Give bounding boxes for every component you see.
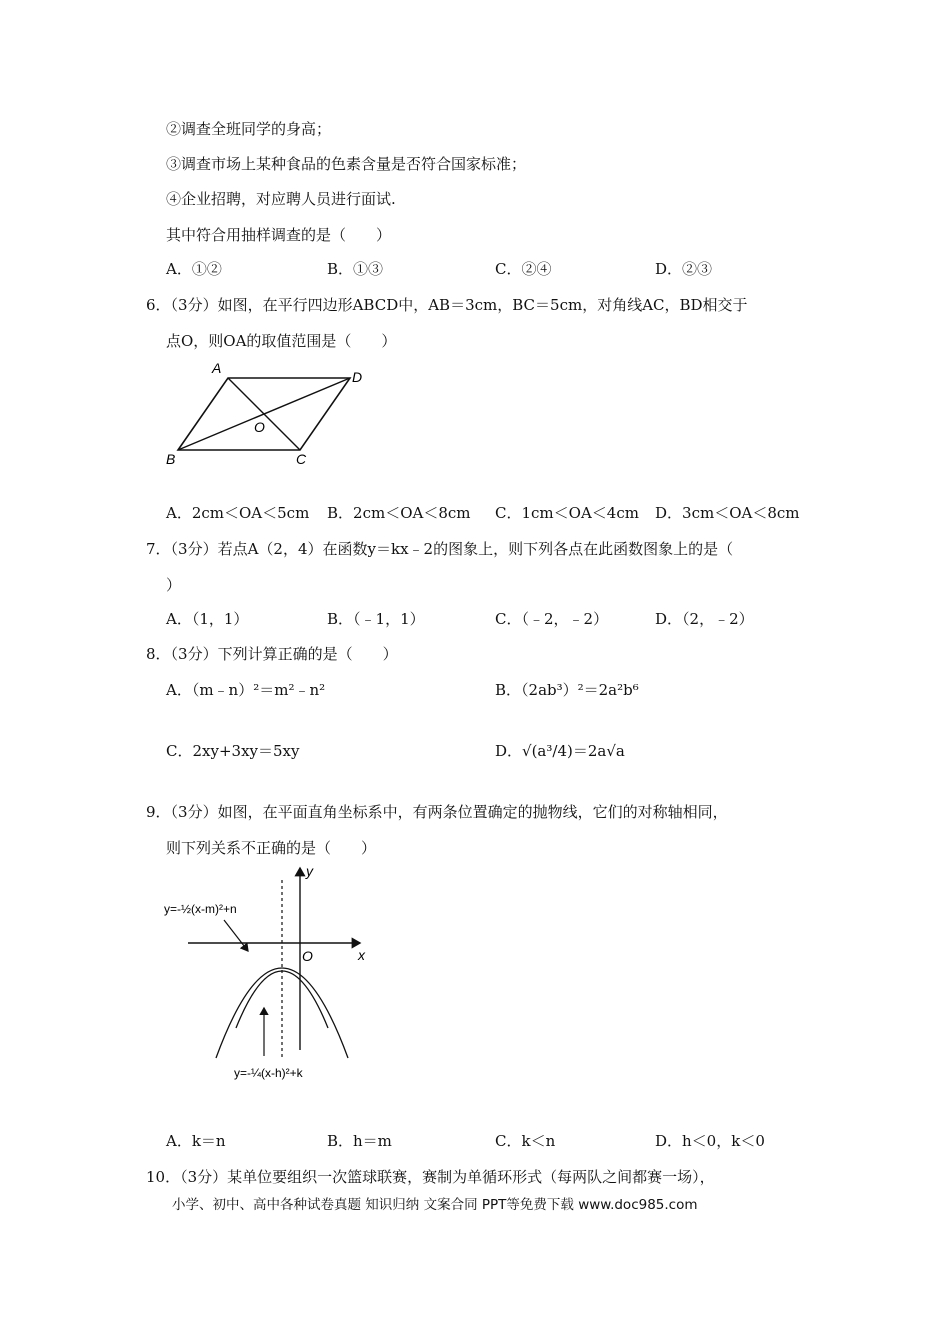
q6-option-a: A．2cm＜OA＜5cm — [166, 504, 310, 522]
parallelogram-figure — [160, 358, 380, 473]
q6-option-c: C．1cm＜OA＜4cm — [495, 504, 639, 522]
q6-line-2: 点O，则OA的取值范围是（ ） — [166, 332, 397, 350]
q7-option-a: A．（1，1） — [166, 610, 249, 628]
q7-option-c: C．（﹣2，﹣2） — [495, 610, 609, 628]
q7-option-d: D．（2，﹣2） — [655, 610, 754, 628]
label-b: B — [166, 451, 176, 467]
q5-option-a: A．①② — [166, 260, 222, 278]
q7-line-2: ） — [166, 576, 182, 594]
label-o: O — [254, 419, 265, 435]
equation-1: y=-½(x-m)²+n — [164, 902, 237, 916]
label-x: x — [358, 947, 365, 963]
arrow-eq1 — [224, 920, 248, 951]
q9-option-d: D．h＜0，k＜0 — [655, 1132, 765, 1150]
q9-option-c: C．k＜n — [495, 1132, 556, 1150]
page-footer: 小学、初中、高中各种试卷真题 知识归纳 文案合同 PPT等免费下载 www.doc985.com — [172, 1197, 698, 1213]
label-d: D — [352, 369, 363, 385]
parabola-figure — [160, 860, 380, 1100]
q8-option-b: B．（2ab³）²＝2a²b⁶ — [495, 681, 639, 699]
q5-option-d: D．②③ — [655, 260, 713, 278]
q5-option-b: B．①③ — [327, 260, 384, 278]
q5-option-c: C．②④ — [495, 260, 552, 278]
q6-option-d: D．3cm＜OA＜8cm — [655, 504, 800, 522]
equation-2: y=-¼(x-h)²+k — [234, 1066, 303, 1080]
label-c: C — [296, 451, 307, 467]
q5-item-2: ②调查全班同学的身高； — [166, 120, 332, 138]
q8-option-c: C．2xy+3xy＝5xy — [166, 742, 300, 760]
q9-line-2: 则下列关系不正确的是（ ） — [166, 839, 377, 857]
q5-item-4: ④企业招聘，对应聘人员进行面试. — [166, 190, 396, 208]
q6-option-b: B．2cm＜OA＜8cm — [327, 504, 471, 522]
q9-line-1: 9．（3分）如图，在平面直角坐标系中，有两条位置确定的抛物线，它们的对称轴相同， — [146, 803, 728, 821]
q10-line-1: 10．（3分）某单位要组织一次篮球联赛，赛制为单循环形式（每两队之间都赛一场）， — [146, 1168, 715, 1186]
q9-option-a: A．k＝n — [166, 1132, 226, 1150]
q6-line-1: 6．（3分）如图，在平行四边形ABCD中，AB＝3cm，BC＝5cm，对角线AC，BD相交于 — [146, 296, 748, 314]
label-origin: O — [302, 948, 313, 964]
q7-line-1: 7．（3分）若点A（2，4）在函数y＝kx﹣2的图象上，则下列各点在此函数图象上的是（ — [146, 540, 734, 558]
q5-stem: 其中符合用抽样调查的是（ ） — [166, 226, 392, 244]
q8-option-d: D．√(a³/4)＝2a√a — [495, 742, 625, 760]
q7-option-b: B．（﹣1，1） — [327, 610, 425, 628]
q9-option-b: B．h＝m — [327, 1132, 392, 1150]
label-y: y — [306, 863, 313, 879]
q8-line-1: 8．（3分）下列计算正确的是（ ） — [146, 645, 398, 663]
q8-option-a: A．（m﹣n）²＝m²﹣n² — [166, 681, 326, 699]
label-a: A — [212, 360, 222, 376]
q5-item-3: ③调查市场上某种食品的色素含量是否符合国家标准； — [166, 155, 527, 173]
